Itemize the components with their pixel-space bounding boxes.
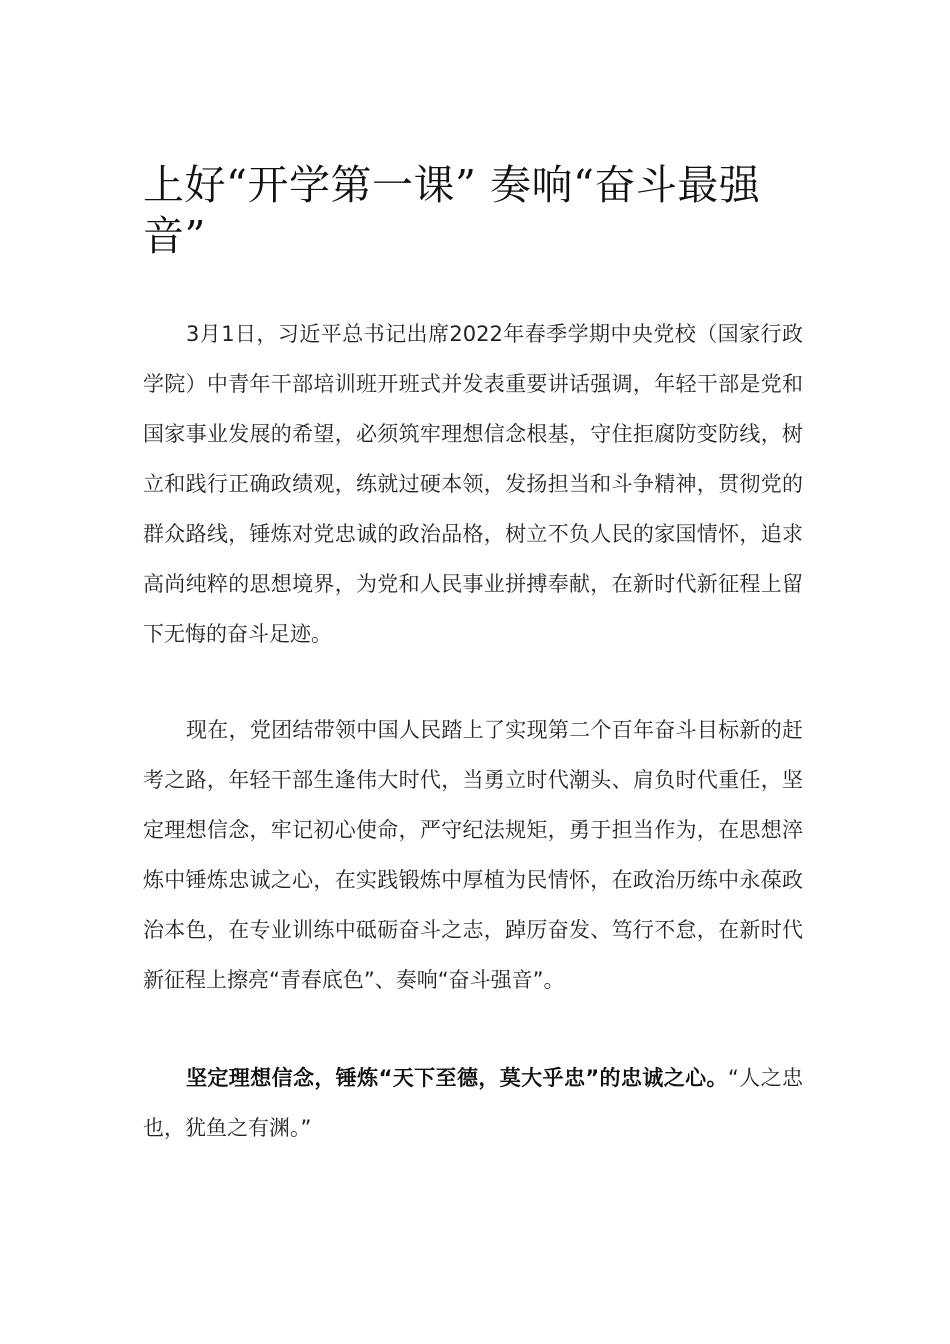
paragraph-3 (143, 1053, 803, 1153)
paragraph-1: 3月1日，习近平总书记出席2022年春季学期中央党校（国家行政学院）中青年干部培训班开班式并发表重要讲话强调，年轻干部是党和国家事业发展的希望，必须筑牢理想信念根基，守住拒腐防变防线，树立和践行正确政绩观，练就过硬本领，发扬担当和斗争精神，贯彻党的群众路线，锤炼对党忠诚的政治品格，树立不负人民的家国情怀，追求高尚纯粹的思想境界，为党和人民事业拼搏奉献，在新时代新征程上留下无悔的奋斗足迹。 (143, 322, 803, 646)
paragraph-2: 现在，党团结带领中国人民踏上了实现第二个百年奋斗目标新的赶考之路，年轻干部生逢伟大时代，当勇立时代潮头、肩负时代重任，坚定理想信念，牢记初心使命，严守纪法规矩，勇于担当作为，在思想淬炼中锤炼忠诚之心，在实践锻炼中厚植为民情怀，在政治历练中永葆政治本色，在专业训练中砥砺奋斗之志，踔厉奋发、笃行不怠，在新时代新征程上擦亮“青春底色”、奏响“奋斗强音”。 (143, 718, 803, 992)
article-title: 上好“开学第一课” 奏响“奋斗最强音” (143, 161, 761, 260)
paragraph-3-lead: 坚定理想信念，锤炼“天下至德，莫大乎忠”的忠诚之心。 (186, 1066, 728, 1090)
paragraph-3-text: “人之忠也，犹鱼之有渊。” (143, 1066, 803, 1140)
